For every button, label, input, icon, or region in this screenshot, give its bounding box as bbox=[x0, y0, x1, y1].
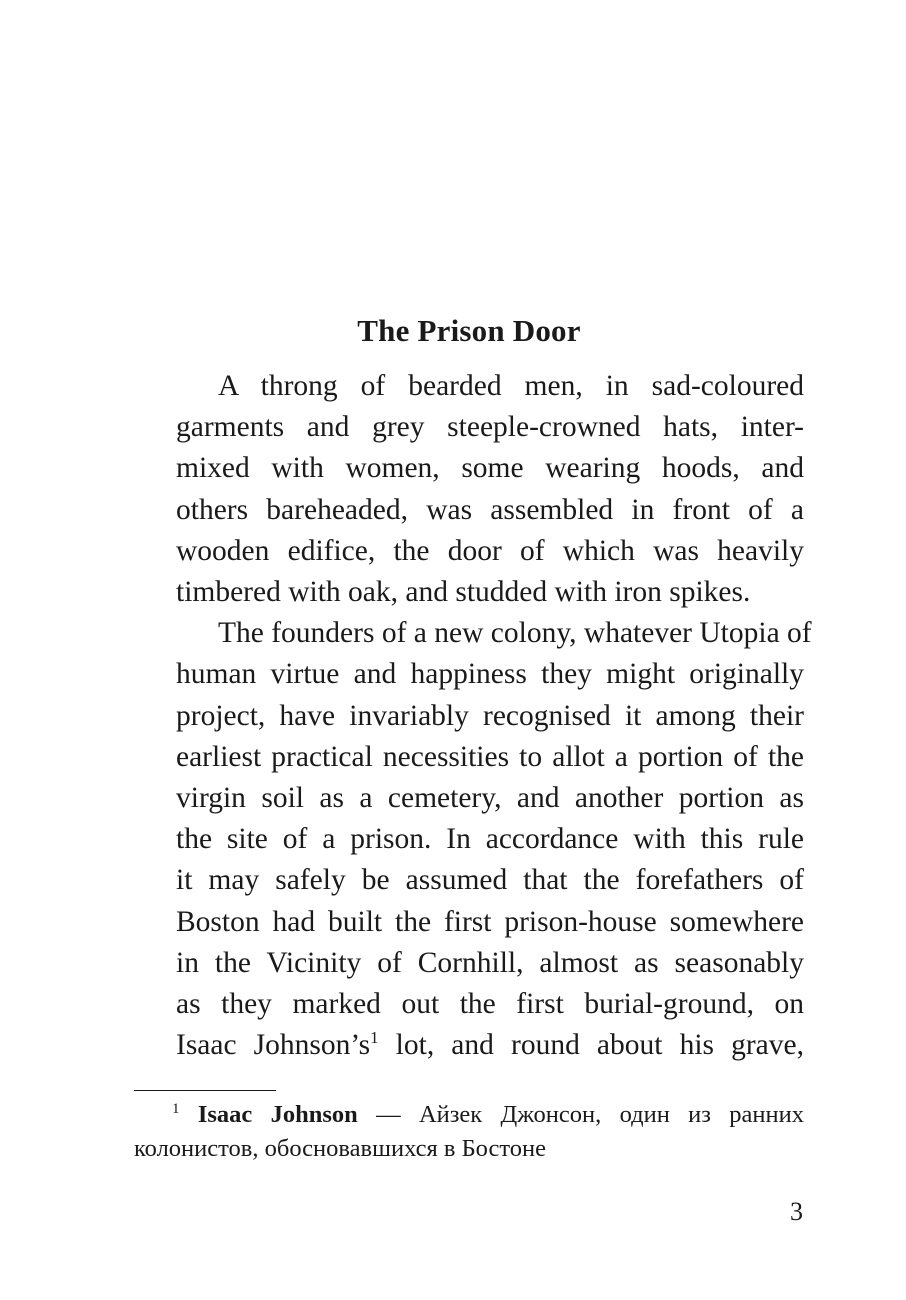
paragraph-1 bbox=[134, 366, 804, 613]
text-fragment: Isaac Johnson’s bbox=[176, 1029, 371, 1062]
footnote-text: — Айзек Джонсон, один из ранних bbox=[357, 1101, 805, 1128]
text-line: The founders of a new colony, whatever Utopia of bbox=[218, 617, 812, 650]
footnote-marker: 1 bbox=[172, 1100, 180, 1117]
footnote-divider bbox=[134, 1090, 276, 1091]
page-number: 3 bbox=[790, 1197, 803, 1226]
text-line: the site of a prison. In accordance with this rule bbox=[176, 823, 804, 856]
text-line: mixed with women, some wearing hoods, and bbox=[176, 452, 804, 485]
text-line: others bareheaded, was assembled in front of a bbox=[176, 493, 804, 526]
footnote-line: колонистов, обосновавшихся в Бостоне bbox=[134, 1135, 547, 1162]
paragraph-2 bbox=[134, 613, 812, 1066]
text-line: garments and grey steeple-crowned hats, inter- bbox=[176, 411, 804, 444]
text-line: it may safely be assumed that the forefathers of bbox=[176, 864, 804, 897]
text-line: in the Vicinity of Cornhill, almost as seasonably bbox=[176, 946, 804, 979]
body-text bbox=[134, 366, 812, 1066]
text-line: human virtue and happiness they might originally bbox=[176, 658, 804, 691]
text-line-with-footnote-ref bbox=[134, 1025, 804, 1066]
text-line: wooden edifice, the door of which was heavily bbox=[176, 534, 804, 567]
text-line: timbered with oak, and studded with iron spikes. bbox=[176, 576, 751, 609]
text-line: earliest practical necessities to allot a portion of the bbox=[176, 740, 804, 773]
text-line: project, have invariably recognised it among their bbox=[176, 699, 804, 732]
footnote-reference: 1 bbox=[370, 1028, 379, 1048]
text-fragment: lot, and round about his grave, bbox=[378, 1029, 804, 1062]
text-line: Boston had built the first prison-house somewhere bbox=[176, 905, 804, 938]
footnote-line bbox=[134, 1098, 804, 1132]
text-line: virgin soil as a cemetery, and another portion as bbox=[176, 782, 804, 815]
chapter-title: The Prison Door bbox=[357, 313, 581, 348]
footnote-term: Isaac Johnson bbox=[197, 1101, 358, 1128]
text-line: A throng of bearded men, in sad-coloured bbox=[218, 370, 804, 402]
text-line: as they marked out the first burial-ground, on bbox=[176, 988, 804, 1021]
footnote bbox=[134, 1098, 804, 1166]
